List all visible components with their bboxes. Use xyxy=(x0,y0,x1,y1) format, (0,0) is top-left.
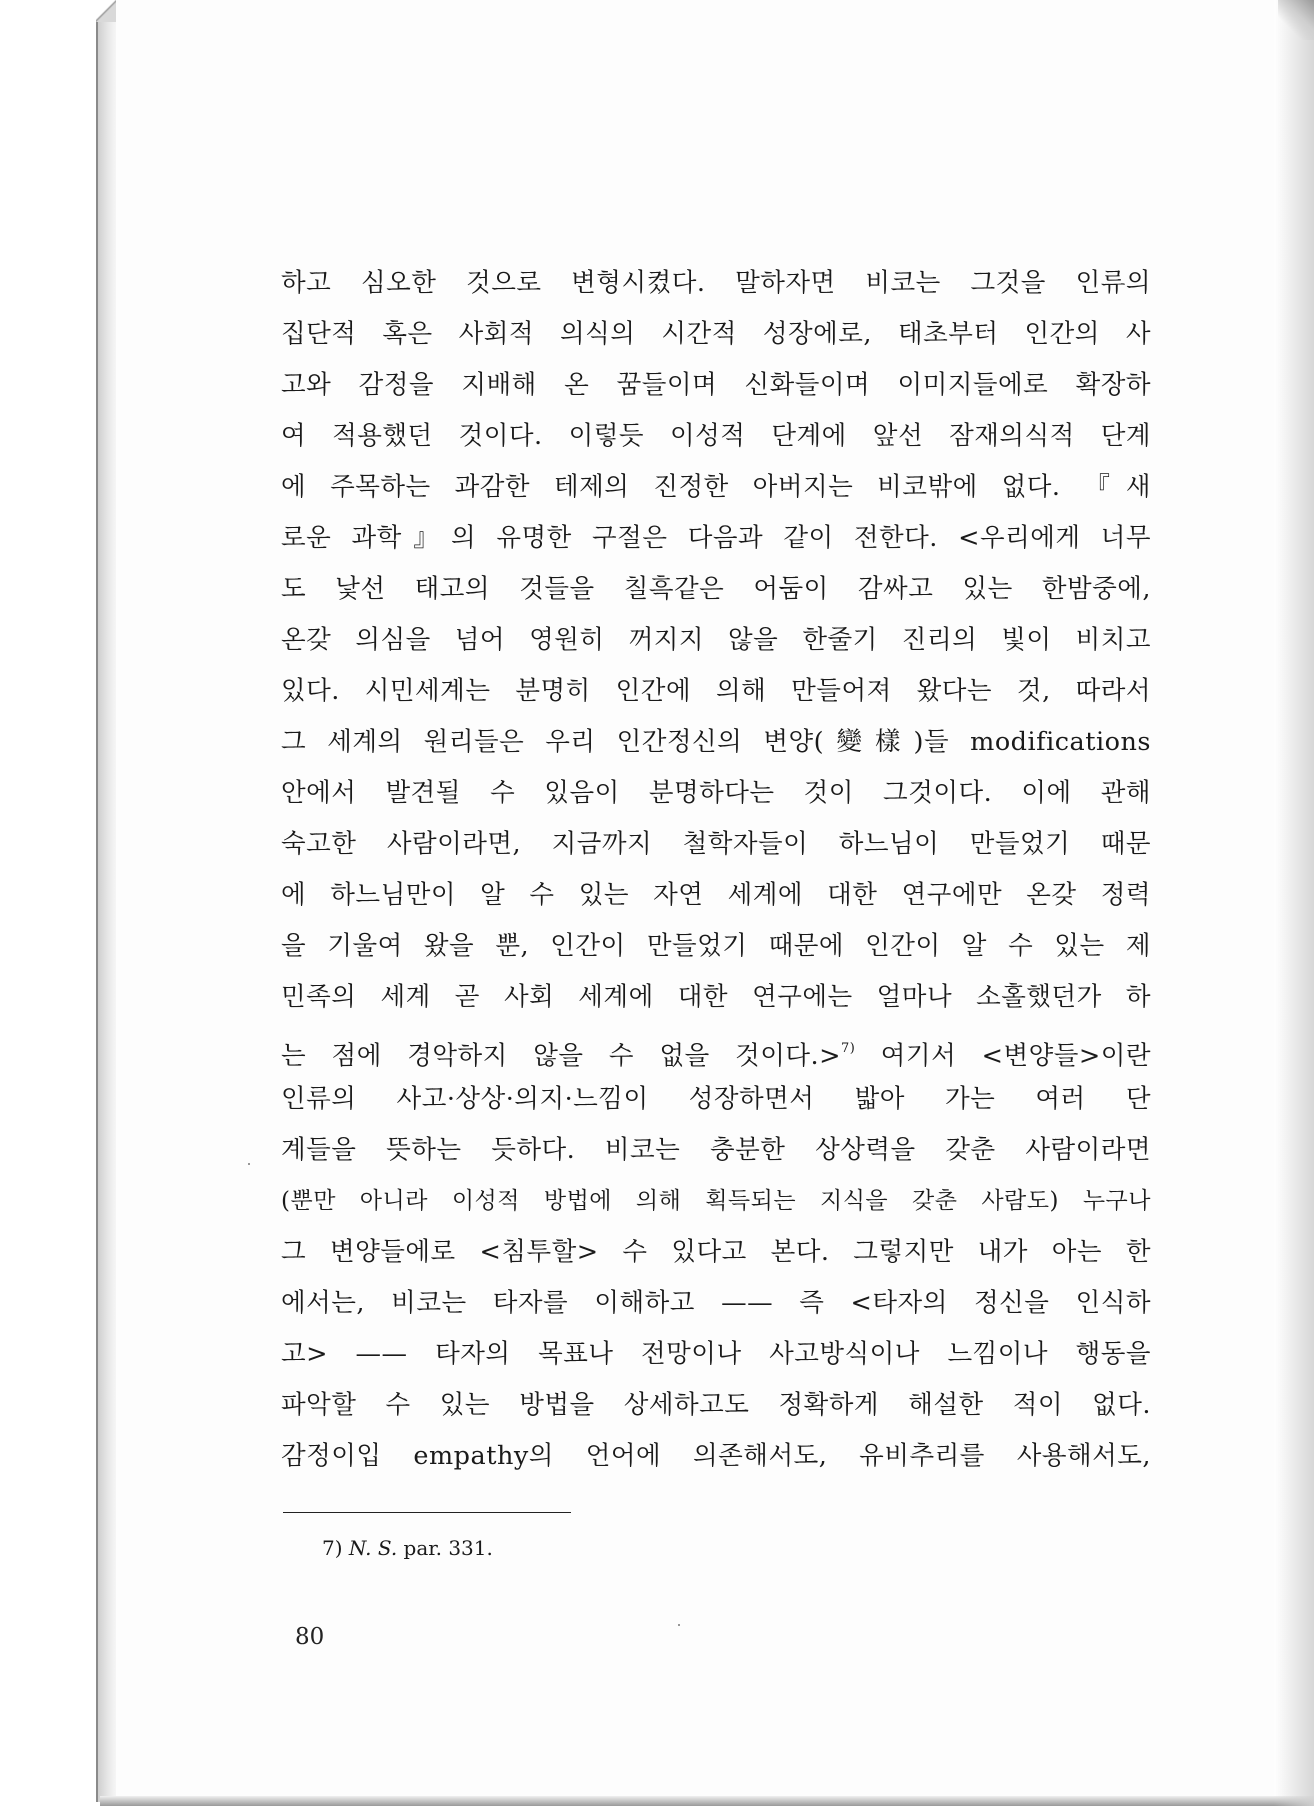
text-line: 여 적용했던 것이다. 이렇듯 이성적 단계에 앞선 잠재의식적 단계 xyxy=(281,421,1151,451)
text-line: 그 변양들에로 <침투할> 수 있다고 본다. 그렇지만 내가 아는 한 xyxy=(281,1237,1151,1267)
text-line: 을 기울여 왔을 뿐, 인간이 만들었기 때문에 인간이 알 수 있는 제 xyxy=(281,931,1151,961)
footnote-number: 7) xyxy=(322,1536,343,1560)
text-line: 계들을 뜻하는 듯하다. 비코는 충분한 상상력을 갖춘 사람이라면 xyxy=(281,1135,1151,1165)
text-line: 안에서 발견될 수 있음이 분명하다는 것이 그것이다. 이에 관해 xyxy=(281,778,1151,808)
text-line: 숙고한 사람이라면, 지금까지 철학자들이 하느님이 만들었기 때문 xyxy=(281,829,1151,859)
right-page-shadow xyxy=(1274,0,1314,1806)
text-line: 하고 심오한 것으로 변형시켰다. 말하자면 비코는 그것을 인류의 xyxy=(281,268,1151,298)
text-line: 로운 과학』의 유명한 구절은 다음과 같이 전한다. <우리에게 너무 xyxy=(281,523,1151,553)
right-corner-shadow xyxy=(1278,0,1314,40)
text-line: 고> —— 타자의 목표나 전망이나 사고방식이나 느낌이나 행동을 xyxy=(281,1339,1151,1369)
footnote-rest: par. 331. xyxy=(403,1536,493,1560)
body-text xyxy=(281,258,1151,1482)
scan-speck xyxy=(678,1624,680,1626)
text-line-with-note xyxy=(281,1023,1151,1074)
text-line: 에 하느님만이 알 수 있는 자연 세계에 대한 연구에만 온갖 정력 xyxy=(281,880,1151,910)
page-number: 80 xyxy=(295,1624,325,1650)
text-line: 있다. 시민세계는 분명히 인간에 의해 만들어져 왔다는 것, 따라서 xyxy=(281,676,1151,706)
text-line: 에 주목하는 과감한 테제의 진정한 아버지는 비코밖에 없다. 『새 xyxy=(281,472,1151,502)
footnote-source: N. S. xyxy=(348,1536,398,1560)
footnote-divider xyxy=(283,1512,571,1513)
text-line: 인류의 사고·상상·의지·느낌이 성장하면서 밟아 가는 여러 단 xyxy=(281,1084,1151,1114)
text-line: 에서는, 비코는 타자를 이해하고 —— 즉 <타자의 정신을 인식하 xyxy=(281,1288,1151,1318)
footnote xyxy=(322,1530,493,1566)
text-line: 파악할 수 있는 방법을 상세하고도 정확하게 해설한 적이 없다. xyxy=(281,1390,1151,1420)
text-line: 감정이입 empathy의 언어에 의존해서도, 유비추리를 사용해서도, xyxy=(281,1441,1151,1471)
text-line: 도 낯선 태고의 것들을 칠흑같은 어둠이 감싸고 있는 한밤중에, xyxy=(281,574,1151,604)
text-line: (뿐만 아니라 이성적 방법에 의해 획득되는 지식을 갖춘 사람도) 누구나 xyxy=(281,1188,1151,1214)
text-line: 민족의 세계 곧 사회 세계에 대한 연구에는 얼마나 소홀했던가 하 xyxy=(281,982,1151,1012)
page-corner-fold xyxy=(96,0,116,22)
text-line: 고와 감정을 지배해 온 꿈들이며 신화들이며 이미지들에로 확장하 xyxy=(281,370,1151,400)
book-bottom-edge xyxy=(100,1796,1314,1806)
footnote-reference: 7) xyxy=(841,1041,856,1056)
scan-speck xyxy=(248,1163,250,1165)
text-line: 온갖 의심을 넘어 영원히 꺼지지 않을 한줄기 진리의 빛이 비치고 xyxy=(281,625,1151,655)
text-segment: 여기서 <변양들>이란 xyxy=(880,1041,1152,1071)
book-spine-edge xyxy=(96,4,116,1802)
text-line: 집단적 혹은 사회적 의식의 시간적 성장에로, 태초부터 인간의 사 xyxy=(281,319,1151,349)
text-segment: 는 점에 경악하지 않을 수 없을 것이다.> xyxy=(281,1041,842,1071)
text-line: 그 세계의 원리들은 우리 인간정신의 변양(變樣)들 modifications xyxy=(281,727,1151,757)
